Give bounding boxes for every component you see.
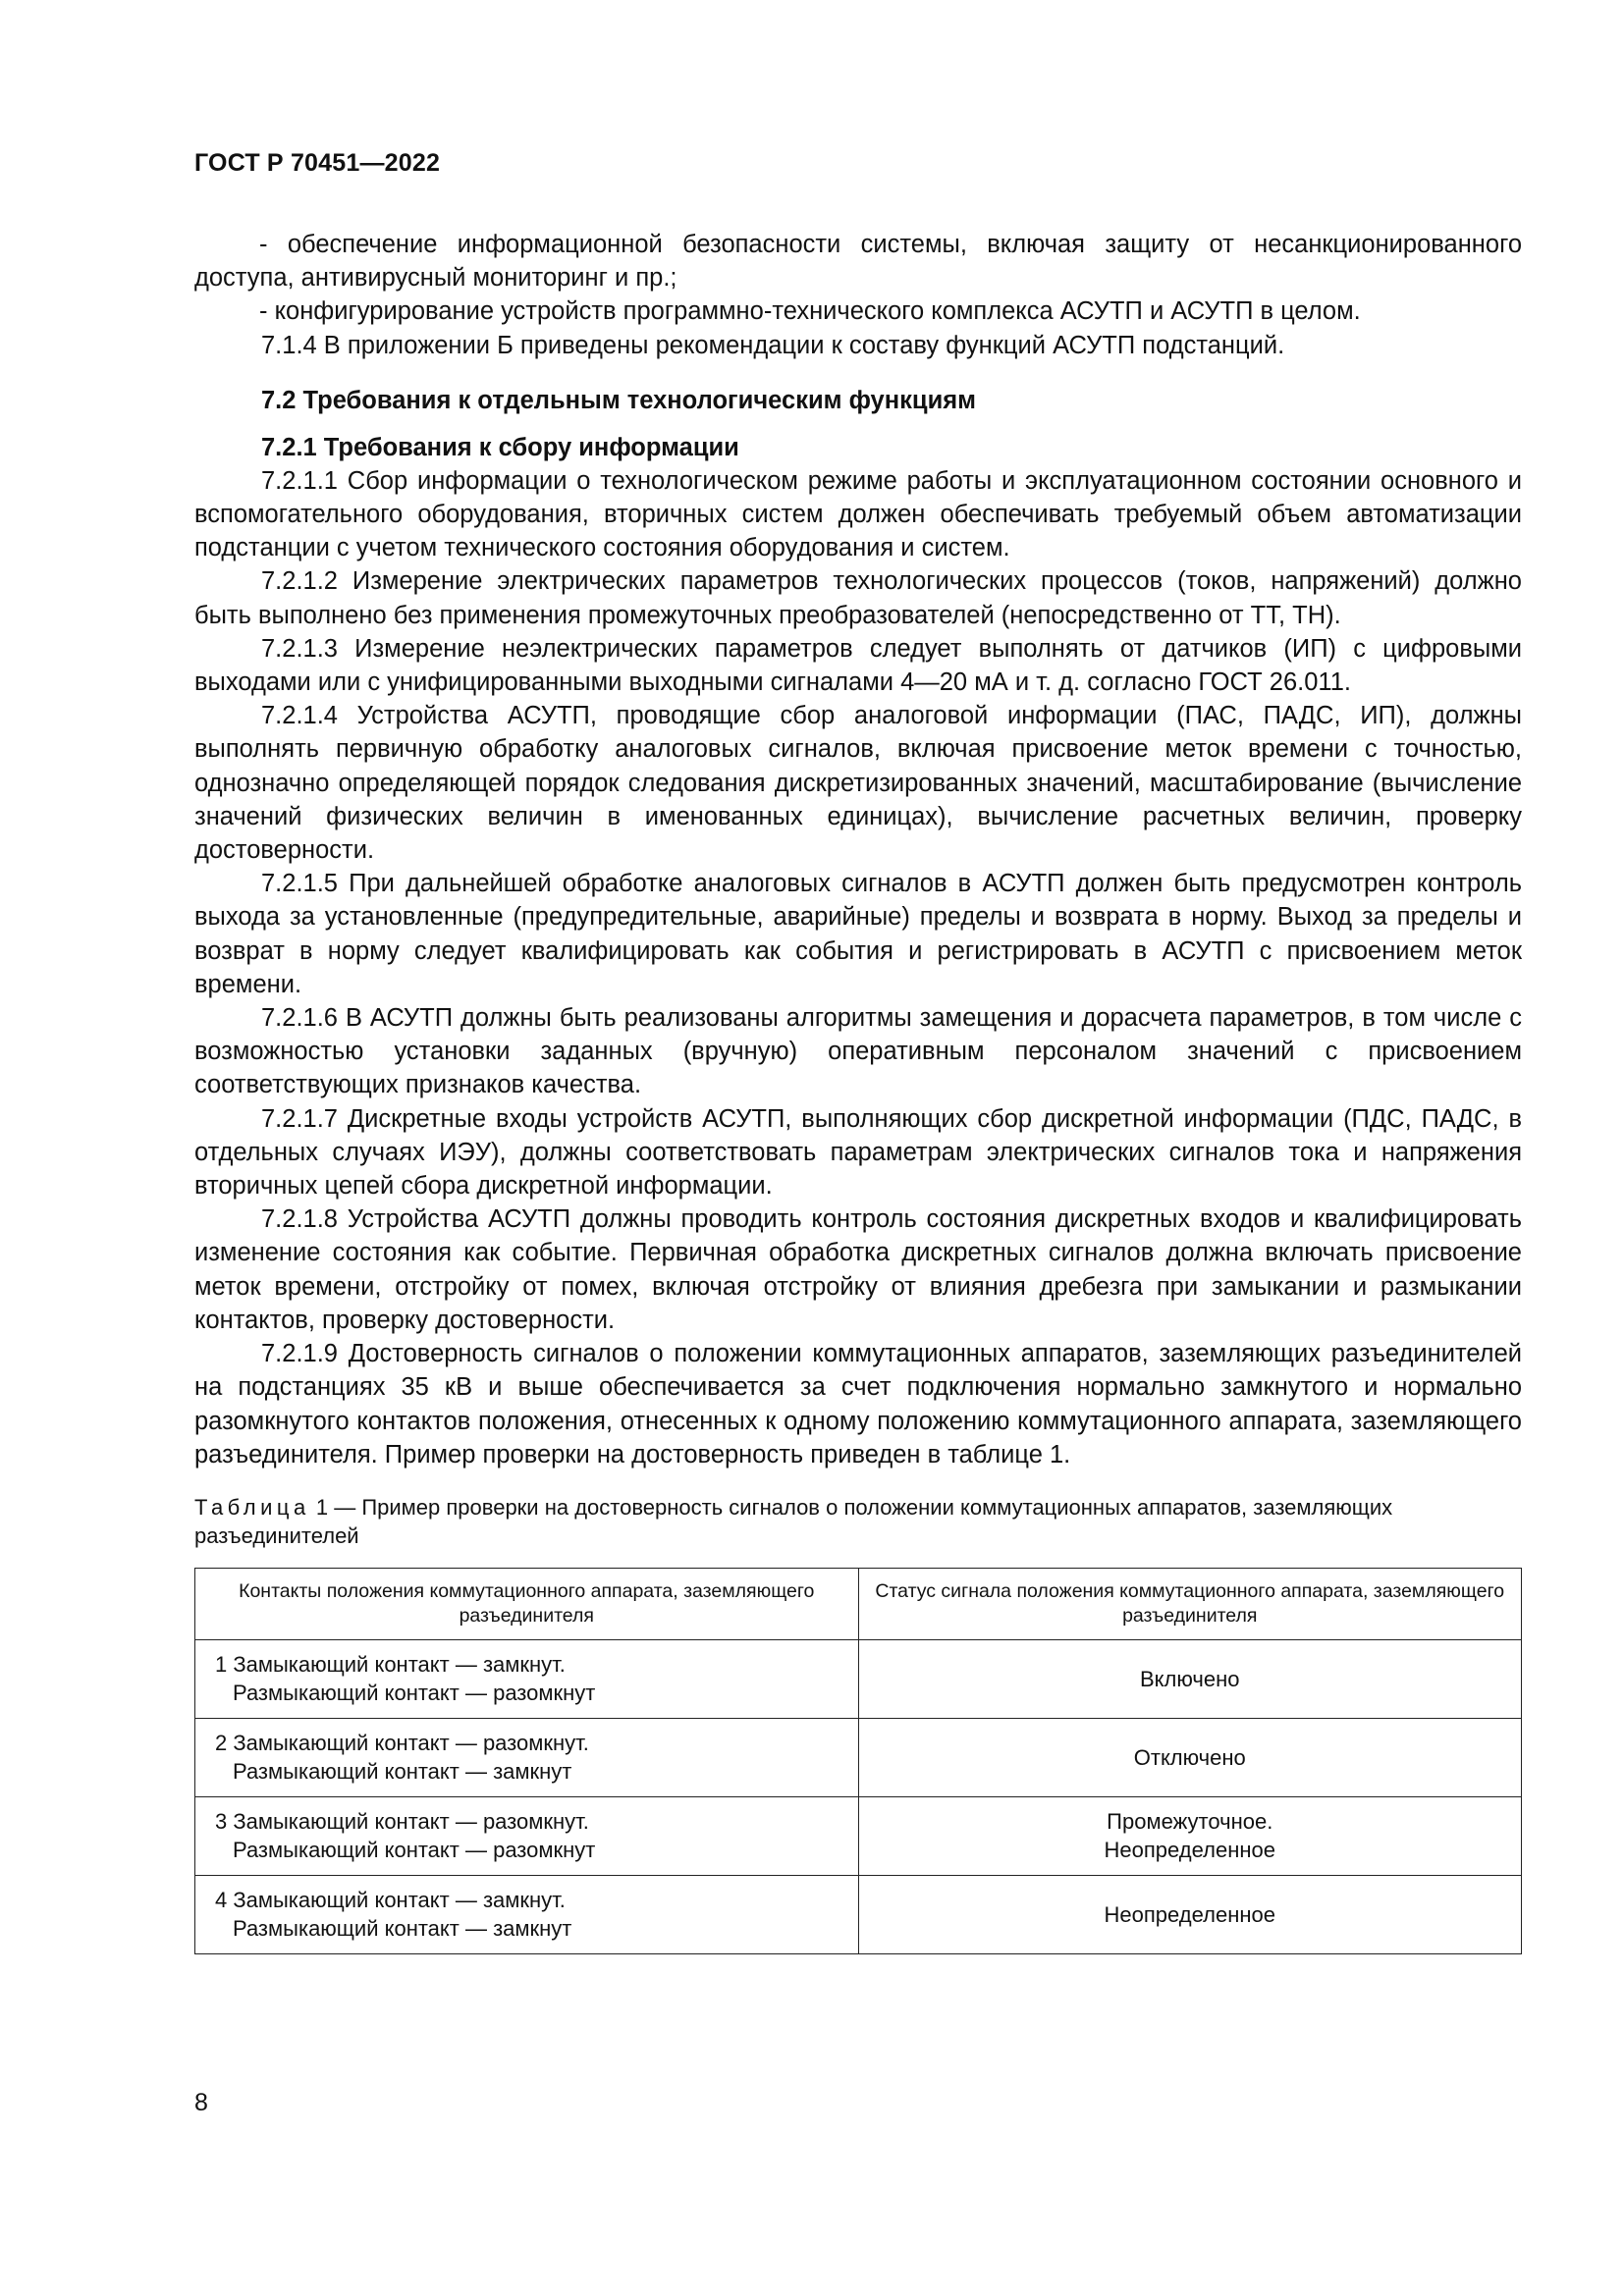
contact-line: 2 Замыкающий контакт — разомкнут. (215, 1731, 589, 1756)
paragraph: 7.2.1.9 Достоверность сигналов о положении коммутационных аппаратов, заземляющих разъединителей на подстанциях 35 кВ и выше обеспечивается за счет подключения нормально замкнутого и нормально разомкнутого контактов положения, отнесенных к одному положению коммутационного аппарата, заземляющего разъединителя. Пример проверки на достоверность приведен в таблице 1. (194, 1340, 1522, 1468)
contact-line: Размыкающий контакт — разомкнут (233, 1838, 596, 1863)
paragraph: 7.2.1.4 Устройства АСУТП, проводящие сбор аналоговой информации (ПАС, ПАДС, ИП), должны выполнять первичную обработку аналоговых сигналов, включая присвоение меток времени с точностью, однозначно определяющей порядок следования дискретизированных значений, масштабирование (вычисление значений физических величин в именованных единицах), вычисление расчетных величин, проверку достоверности. (194, 702, 1522, 865)
status-line: Промежуточное. (1107, 1809, 1273, 1835)
status-cell (858, 1796, 1522, 1875)
contact-line: 1 Замыкающий контакт — замкнут. (215, 1652, 566, 1678)
paragraph: 7.1.4 В приложении Б приведены рекомендации к составу функций АСУТП подстанций. (261, 331, 1285, 359)
document-id-header: ГОСТ Р 70451—2022 (194, 149, 441, 177)
table-header-row (195, 1568, 1522, 1639)
status-line: Включено (1140, 1666, 1240, 1691)
table-caption-text: 1 — Пример проверки на достоверность сигналов о положении коммутационных аппаратов, заземляющих разъединителей (194, 1494, 1393, 1548)
contact-cell (195, 1639, 859, 1718)
paragraph: 7.2.1.2 Измерение электрических параметров технологических процессов (токов, напряжений) должно быть выполнено без применения промежуточных преобразователей (непосредственно от ТТ, ТН). (194, 567, 1522, 629)
paragraph: 7.2.1.7 Дискретные входы устройств АСУТП, выполняющих сбор дискретной информации (ПДС, ПАДС, в отдельных случаях ИЭУ), должны соответствовать параметрам электрических сигналов тока и напряжения вторичных цепей сбора дискретной информации. (194, 1104, 1522, 1201)
subsection-heading: 7.2.1 Требования к сбору информации (261, 433, 739, 461)
contact-line: Размыкающий контакт — замкнут (233, 1916, 572, 1942)
paragraph: 7.2.1.5 При дальнейшей обработке аналоговых сигналов в АСУТП должен быть предусмотрен контроль выхода за установленные (предупредительные, аварийные) пределы и возврата в норму. Выход за пределы и возврат в норму следует квалифицировать как события и регистрировать в АСУТП с присвоением меток времени. (194, 870, 1522, 998)
page-number: 8 (194, 2089, 208, 2116)
paragraph: 7.2.1.8 Устройства АСУТП должны проводить контроль состояния дискретных входов и квалифицировать изменение состояния как событие. Первичная обработка дискретных сигналов должна включать присвоение меток времени, отстройку от помех, включая отстройку от влияния дребезга при замыкании и размыкании контактов, проверку достоверности. (194, 1205, 1522, 1334)
contact-cell (195, 1875, 859, 1953)
table-row (195, 1796, 1522, 1875)
contact-line: 4 Замыкающий контакт — замкнут. (215, 1888, 566, 1913)
status-line: Неопределенное (1104, 1838, 1275, 1863)
contact-status-table (194, 1568, 1522, 1954)
contact-cell (195, 1796, 859, 1875)
table-caption-label: Таблица (194, 1494, 310, 1520)
status-line: Неопределенное (1104, 1901, 1275, 1927)
list-item: - обеспечение информационной безопасности системы, включая защиту от несанкционированного доступа, антивирусный мониторинг и пр.; (194, 231, 1522, 293)
column-header-contacts: Контакты положения коммутационного аппарата, заземляющего разъединителя (195, 1568, 859, 1639)
paragraph: 7.2.1.3 Измерение неэлектрических параметров следует выполнять от датчиков (ИП) с цифровыми выходами или с унифицированными выходными сигналами 4—20 мА и т. д. согласно ГОСТ 26.011. (194, 634, 1522, 697)
contact-line: 3 Замыкающий контакт — разомкнут. (215, 1809, 589, 1835)
table-caption (194, 1493, 1522, 1550)
page-body (194, 228, 1522, 1954)
section-heading: 7.2 Требования к отдельным технологическим функциям (261, 386, 976, 414)
contact-cell (195, 1718, 859, 1796)
status-line: Отключено (1133, 1744, 1246, 1770)
contact-line: Размыкающий контакт — разомкнут (233, 1681, 596, 1706)
table-row (195, 1718, 1522, 1796)
contact-line: Размыкающий контакт — замкнут (233, 1759, 572, 1785)
column-header-status: Статус сигнала положения коммутационного аппарата, заземляющего разъединителя (858, 1568, 1522, 1639)
status-cell (858, 1875, 1522, 1953)
status-cell (858, 1718, 1522, 1796)
paragraph: 7.2.1.1 Сбор информации о технологическом режиме работы и эксплуатационном состоянии основного и вспомогательного оборудования, вторичных систем должен обеспечивать требуемый объем автоматизации подстанции с учетом технического состояния оборудования и систем. (194, 466, 1522, 562)
paragraph: 7.2.1.6 В АСУТП должны быть реализованы алгоритмы замещения и дорасчета параметров, в том числе с возможностью установки заданных (вручную) оперативным персоналом значений с присвоением соответствующих признаков качества. (194, 1004, 1522, 1099)
list-item: - конфигурирование устройств программно-технического комплекса АСУТП и АСУТП в целом. (259, 297, 1361, 326)
table-row (195, 1875, 1522, 1953)
status-cell (858, 1639, 1522, 1718)
table-row (195, 1639, 1522, 1718)
